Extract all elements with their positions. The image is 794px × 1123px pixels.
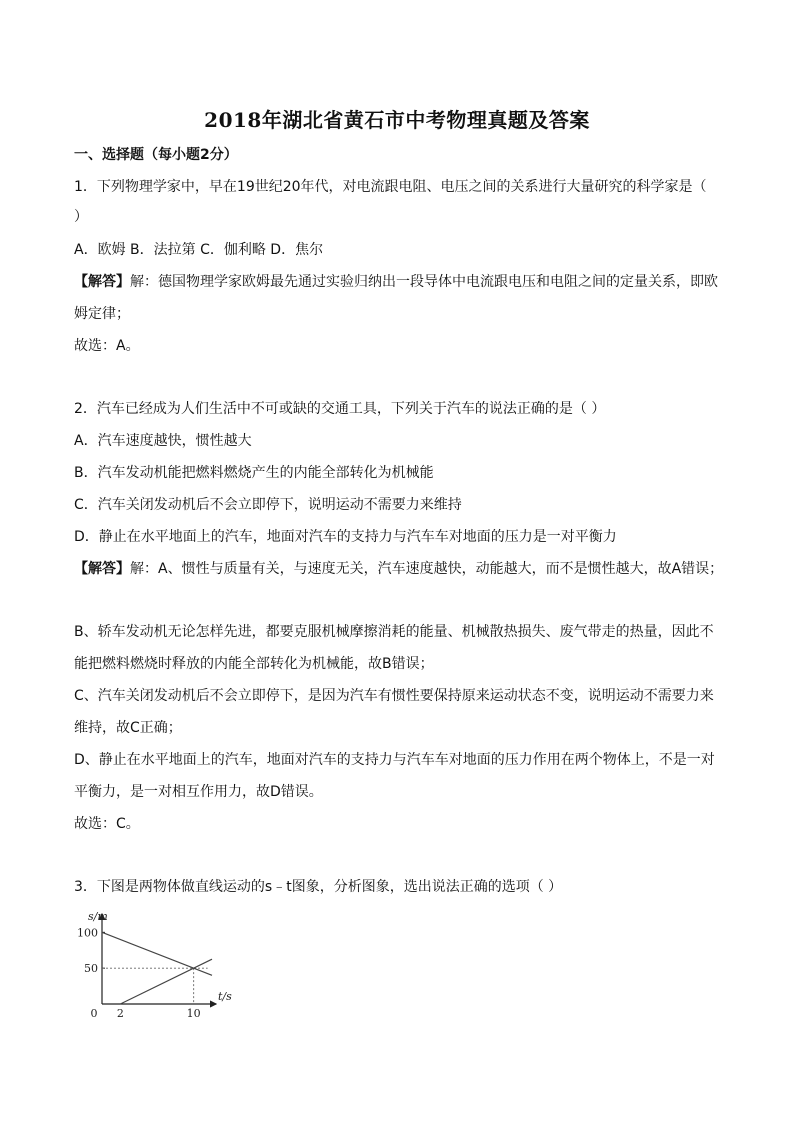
st-graph xyxy=(66,908,232,1026)
answer-label: 【解答】 xyxy=(74,561,130,577)
y-tick-label: 50 xyxy=(84,962,98,976)
q2-stem: 2．汽车已经成为人们生活中不可或缺的交通工具，下列关于汽车的说法正确的是（ ） xyxy=(74,401,606,417)
q2-answer-b-cont: 能把燃料燃烧时释放的内能全部转化为机械能，故B错误； xyxy=(74,656,434,672)
q2-option-b: B．汽车发动机能把燃料燃烧产生的内能全部转化为机械能 xyxy=(74,465,434,481)
q2-answer-d-cont: 平衡力，是一对相互作用力，故D错误。 xyxy=(74,784,323,800)
section-heading: 一、选择题（每小题2分） xyxy=(74,147,238,163)
q1-options: A．欧姆 B．法拉第 C．伽利略 D．焦尔 xyxy=(74,242,324,258)
q1-answer-cont: 姆定律； xyxy=(74,306,130,322)
q2-option-c: C．汽车关闭发动机后不会立即停下，说明运动不需要力来维持 xyxy=(74,497,462,513)
q1-answer xyxy=(74,273,718,291)
q2-choice: 故选：C。 xyxy=(74,816,140,832)
x-axis-label: t/s xyxy=(218,990,232,1003)
series-line-1 xyxy=(102,932,212,975)
q1-stem-close: ） xyxy=(74,209,88,225)
series-line-2 xyxy=(120,959,212,1004)
q1-stem: 1．下列物理学家中，早在19世纪20年代，对电流跟电阻、电压之间的关系进行大量研究的科学家是（ xyxy=(74,179,707,195)
page-title: 2018年湖北省黄石市中考物理真题及答案 xyxy=(204,108,590,132)
y-tick-label: 100 xyxy=(77,926,98,940)
q2-answer-c: C、汽车关闭发动机后不会立即停下，是因为汽车有惯性要保持原来运动状态不变，说明运动不需要力来 xyxy=(74,688,714,704)
q2-option-d: D．静止在水平地面上的汽车，地面对汽车的支持力与汽车车对地面的压力是一对平衡力 xyxy=(74,529,617,545)
q1-answer-text: 解：德国物理学家欧姆最先通过实验归纳出一段导体中电流跟电压和电阻之间的定量关系，即欧 xyxy=(130,274,718,290)
q2-answer-b: B、轿车发动机无论怎样先进，都要克服机械摩擦消耗的能量、机械散热损失、废气带走的热量，因此不 xyxy=(74,624,714,640)
y-axis-label: s/m xyxy=(88,910,108,923)
q2-answer-d: D、静止在水平地面上的汽车，地面对汽车的支持力与汽车车对地面的压力作用在两个物体上，不是一对 xyxy=(74,752,715,768)
q1-choice: 故选：A。 xyxy=(74,338,140,354)
q3-stem: 3．下图是两物体做直线运动的s﹣t图象，分析图象，选出说法正确的选项（ ） xyxy=(74,879,563,895)
x-tick-label: 0 xyxy=(90,1007,98,1020)
x-tick-label: 10 xyxy=(186,1007,201,1020)
x-tick-label: 2 xyxy=(116,1007,124,1020)
q2-answer xyxy=(74,560,723,578)
answer-label: 【解答】 xyxy=(74,274,130,290)
q2-answer-c-cont: 维持，故C正确； xyxy=(74,720,182,736)
q2-option-a: A．汽车速度越快，惯性越大 xyxy=(74,433,252,449)
q2-answer-a: 解：A、惯性与质量有关，与速度无关，汽车速度越快，动能越大，而不是惯性越大，故A错误； xyxy=(130,561,724,577)
